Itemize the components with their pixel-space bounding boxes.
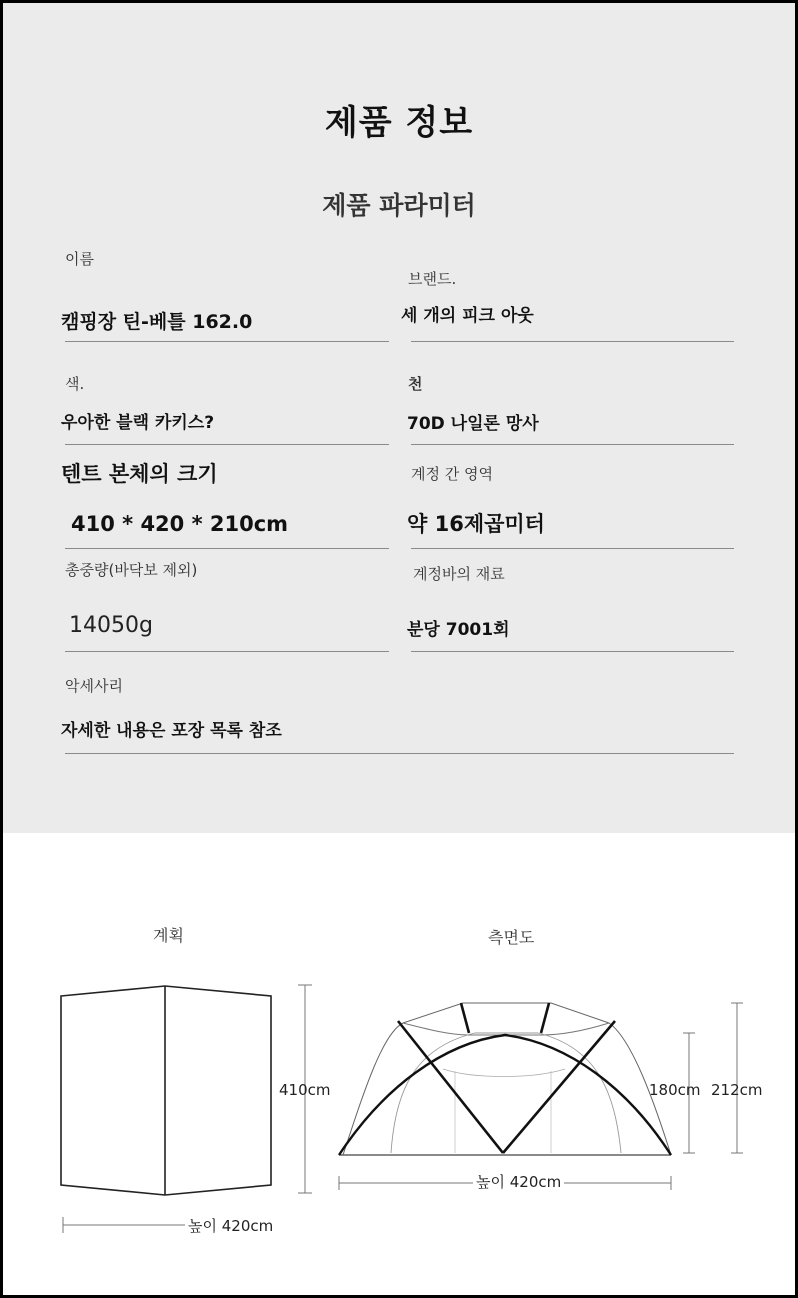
pole-material-value: 분당 7001회	[407, 620, 510, 640]
pole-material-label: 계정바의 재료	[413, 565, 505, 583]
side-width-label: 높이 420cm	[473, 1171, 564, 1192]
plan-caption: 계획	[153, 926, 184, 945]
plan-width-label: 높이 420cm	[185, 1215, 276, 1236]
section-subtitle: 제품 파라미터	[322, 191, 476, 220]
page-frame	[3, 3, 795, 1295]
side-view-caption: 측면도	[488, 928, 535, 947]
tent-diagrams	[3, 3, 795, 1295]
page-title: 제품 정보	[324, 103, 474, 143]
side-outer-height-label: 212cm	[711, 1081, 763, 1099]
weight-label: 총중량(바닥보 제외)	[65, 561, 198, 579]
fabric-label: 천	[408, 375, 423, 393]
accessories-label: 악세사리	[65, 677, 123, 695]
weight-value: 14050g	[69, 613, 153, 638]
body-size-value: 410 * 420 * 210cm	[71, 512, 289, 536]
area-value: 약 16제곱미터	[407, 512, 545, 536]
name-label: 이름	[65, 250, 94, 268]
side-inner-height-label: 180cm	[649, 1081, 701, 1099]
name-value: 캠핑장 틴-베틀 162.0	[61, 311, 253, 333]
color-value: 우아한 블랙 카키스?	[61, 413, 215, 433]
color-label: 색.	[65, 375, 85, 393]
fabric-value: 70D 나일론 망사	[407, 414, 539, 434]
plan-height-label: 410cm	[279, 1081, 331, 1099]
accessories-value: 자세한 내용은 포장 목록 참조	[61, 721, 282, 741]
area-label: 계정 간 영역	[411, 465, 493, 483]
body-size-label: 텐트 본체의 크기	[61, 462, 218, 486]
plan-view-drawing	[61, 985, 312, 1233]
brand-value: 세 개의 피크 아웃	[401, 306, 534, 326]
brand-label: 브랜드.	[408, 270, 457, 288]
